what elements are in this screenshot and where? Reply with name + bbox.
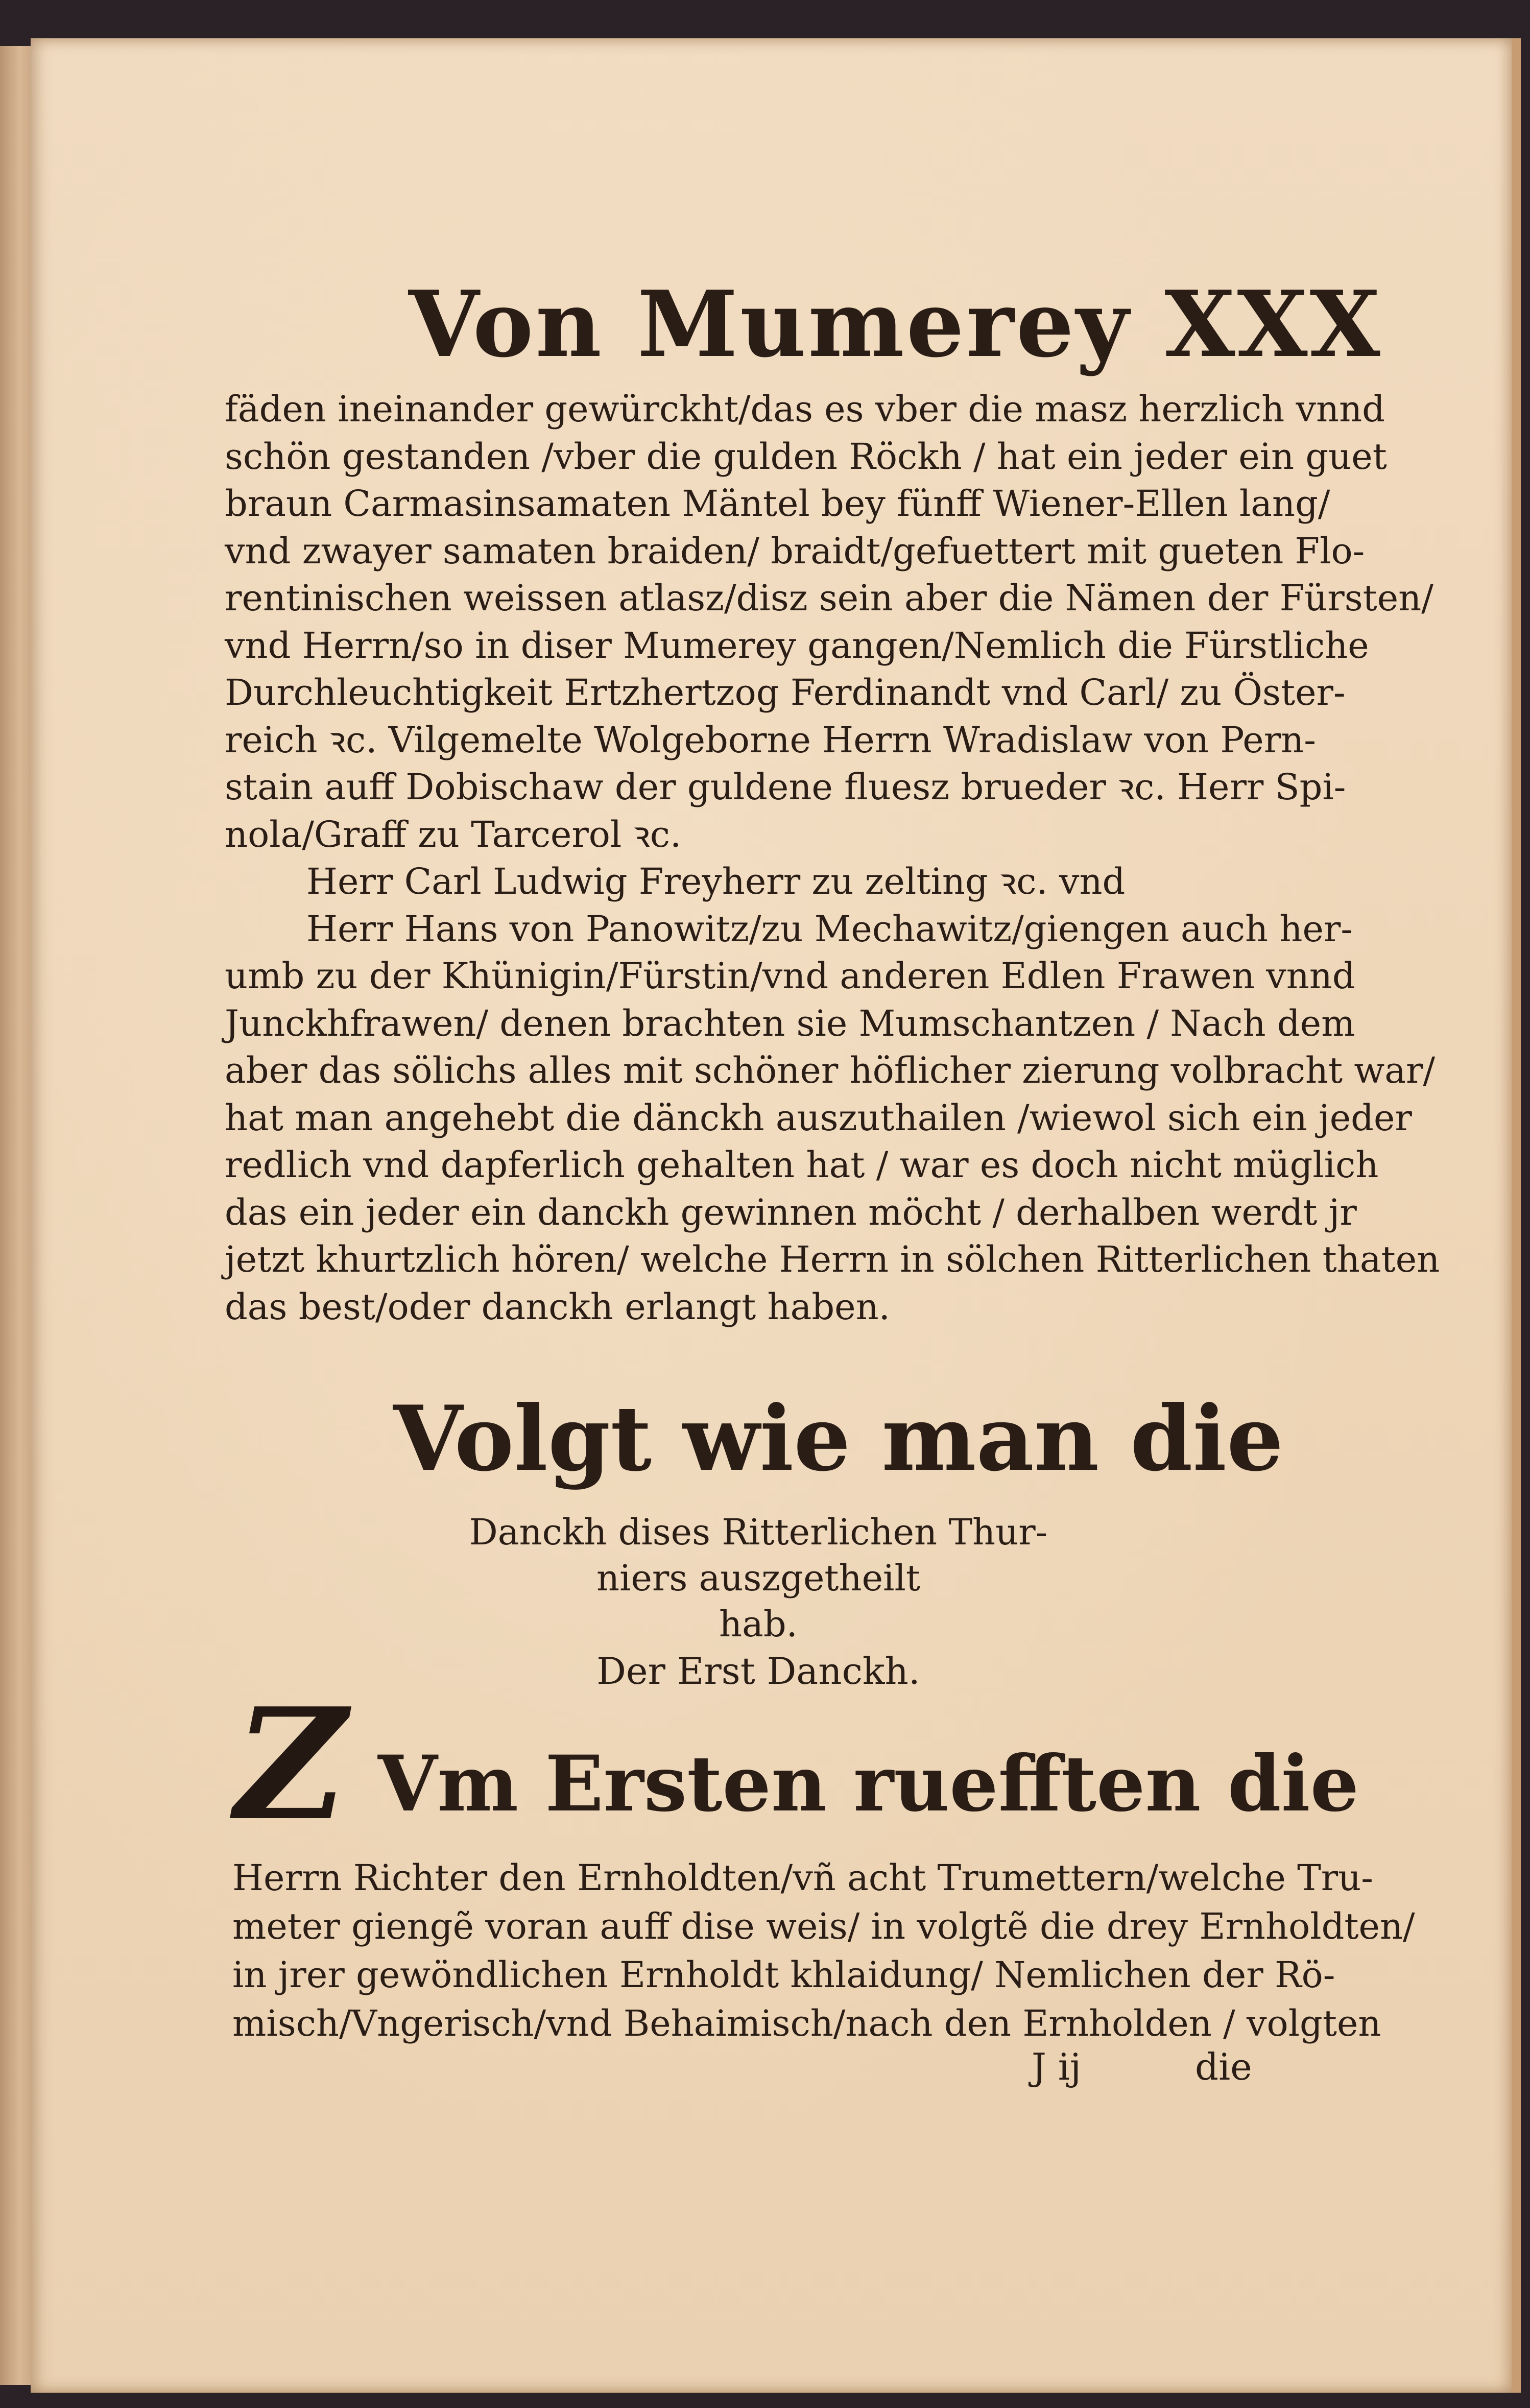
text-line: meter giengẽ voran auff dise weis/ in volgtẽ die drey Ernholdten/ bbox=[232, 1905, 1415, 1947]
page-content bbox=[31, 38, 1512, 2393]
text-line: das best/oder danckh erlangt haben. bbox=[225, 1285, 890, 1328]
text-line: Herr Carl Ludwig Freyherr zu zelting ꝛc. vnd bbox=[306, 861, 1126, 902]
text-line: vnd zwayer samaten braiden/ braidt/gefuettert mit gueten Flo- bbox=[225, 530, 1365, 572]
text-line: hat man angehebt die dänckh auszuthailen /wiewol sich ein jeder bbox=[225, 1096, 1412, 1139]
catchword: die bbox=[1195, 2045, 1252, 2088]
text-line: braun Carmasinsamaten Mäntel bey fünff Wiener-Ellen lang/ bbox=[225, 483, 1330, 524]
text-line: redlich vnd dapferlich gehalten hat / war es doch nicht müglich bbox=[225, 1144, 1379, 1186]
text-line: jetzt khurtzlich hören/ welche Herrn in sölchen Ritterlichen thaten bbox=[225, 1238, 1440, 1280]
text-line: Herr Hans von Panowitz/zu Mechawitz/giengen auch her- bbox=[306, 908, 1353, 950]
text-line: umb zu der Khünigin/Fürstin/vnd anderen Edlen Frawen vnnd bbox=[225, 955, 1355, 997]
text-line: Durchleuchtigkeit Ertzhertzog Ferdinandt vnd Carl/ zu Öster- bbox=[225, 672, 1346, 713]
section-title: Volgt wie man die bbox=[393, 1387, 1284, 1491]
text-line: schön gestanden /vber die gulden Röckh / hat ein jeder ein guet bbox=[225, 435, 1387, 478]
text-line: nola/Graff zu Tarcerol ꝛc. bbox=[225, 813, 682, 855]
subtitle-line: Danckh dises Ritterlichen Thur- bbox=[469, 1511, 1048, 1553]
text-line: misch/Vngerisch/vnd Behaimisch/nach den Ernholden / volgten bbox=[232, 2002, 1381, 2044]
subtitle-line: niers auszgetheilt bbox=[596, 1557, 920, 1599]
section-subtitle bbox=[439, 1509, 1078, 1647]
drop-cap: Z bbox=[235, 1674, 347, 1854]
book-page bbox=[31, 38, 1521, 2393]
paragraph-3 bbox=[232, 1854, 1415, 2048]
text-line: das ein jeder ein danckh gewinnen möcht / derhalben werdt jr bbox=[225, 1191, 1357, 1233]
text-line: aber das sölichs alles mit schöner höflicher zierung volbracht war/ bbox=[225, 1050, 1436, 1091]
page-header: Von Mumerey XXX bbox=[409, 271, 1382, 377]
lead-line: Vm Ersten ruefften die bbox=[378, 1739, 1359, 1829]
subtitle-line: hab. bbox=[719, 1603, 798, 1645]
text-line: fäden ineinander gewürckht/das es vber die masz herzlich vnnd bbox=[225, 388, 1385, 430]
text-line: vnd Herrn/so in diser Mumerey gangen/Nemlich die Fürstliche bbox=[225, 624, 1369, 666]
text-line: stain auff Dobischaw der guldene fluesz brueder ꝛc. Herr Spi- bbox=[225, 766, 1346, 808]
text-line: Junckhfrawen/ denen brachten sie Mumschantzen / Nach dem bbox=[225, 1002, 1355, 1044]
text-line: in jrer gewöndlichen Ernholdt khlaidung/ Nemlichen der Rö- bbox=[232, 1954, 1335, 1996]
signature-mark: J ij bbox=[1032, 2045, 1082, 2088]
subheading: Der Erst Danckh. bbox=[596, 1650, 920, 1692]
text-line: reich ꝛc. Vilgemelte Wolgeborne Herrn Wradislaw von Pern- bbox=[225, 719, 1316, 761]
text-line: rentinischen weissen atlasz/disz sein aber die Nämen der Fürsten/ bbox=[225, 577, 1433, 619]
paragraph-1 bbox=[225, 386, 1440, 1330]
text-line: Herrn Richter den Ernholdten/vñ acht Trumettern/welche Tru- bbox=[232, 1857, 1373, 1899]
